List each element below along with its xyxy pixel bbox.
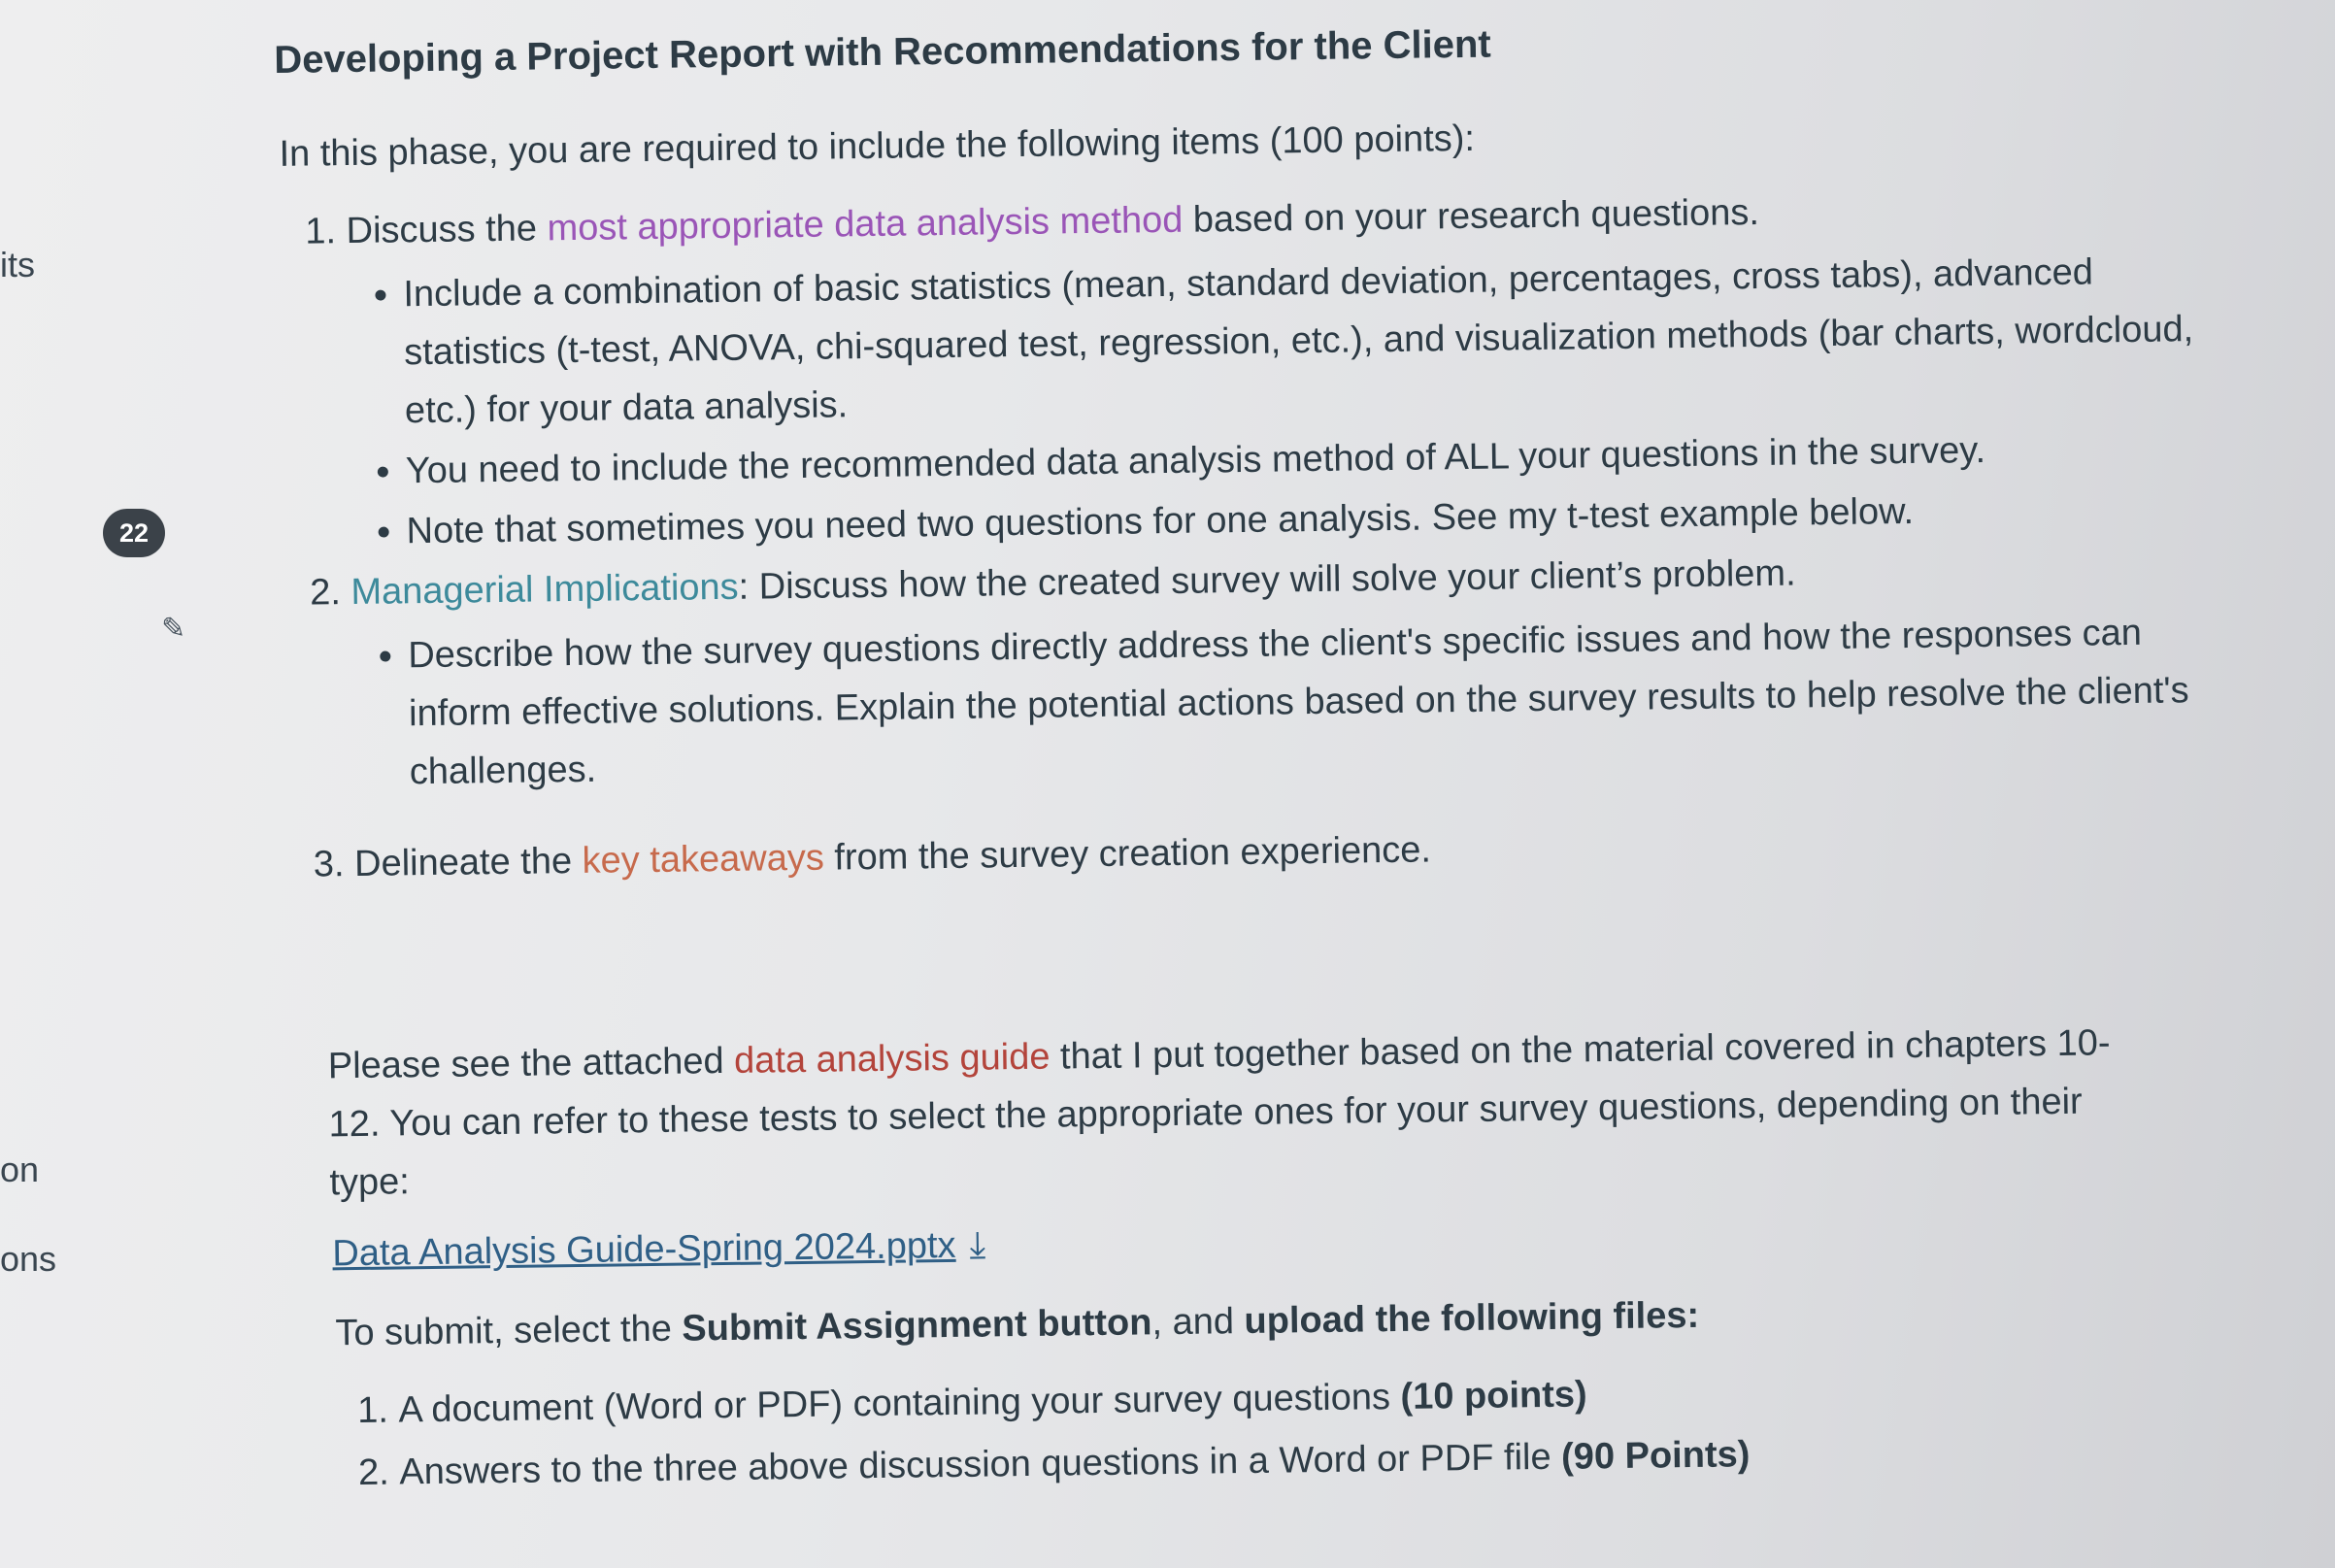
requirement-item-2 [350,539,2225,802]
requirements-list [276,178,2226,894]
submit-button-text: Submit Assignment button [682,1302,1152,1350]
assignment-intro: In this phase, you are required to include the following items (100 points): [279,117,1476,175]
file-item-2-points: (90 Points) [1560,1434,1751,1478]
notification-badge[interactable]: 22 [103,509,165,557]
file-item-1-text: A document (Word or PDF) containing your survey questions [398,1376,1401,1431]
submit-middle: , and [1151,1301,1245,1344]
requirement-1-bullet-1: • Include a combination of basic statistics (mean, standard deviation, percentages, cross tabs), advanced statistics (t-test, ANOVA, chi-squared test, regression, etc.), and visualization methods (bar charts, wordcloud, etc.) for your data analysis. [403,242,2220,440]
download-icon[interactable]: ⤓ [969,1224,986,1266]
rail-label-top[interactable]: its [0,245,35,284]
requirement-3-suffix: from the survey creation experience. [823,829,1432,879]
files-list [291,1357,2234,1503]
left-navigation-rail [0,0,58,1568]
requirement-2-bullet-1: • Describe how the survey questions directly address the client's specific issues and how the responses can inform effective solutions. Explain the potential actions based on the survey results to help resolve the client's challenges. [408,603,2225,801]
guide-paragraph [327,1014,2154,1213]
requirement-2-bullets [351,603,2225,802]
requirement-1-suffix: based on your research questions. [1183,191,1760,241]
requirement-1-highlight: most appropriate data analysis method [547,199,1184,250]
pin-icon: ✎ [161,613,186,645]
guide-prefix: Please see the attached [327,1040,735,1087]
requirement-2-highlight: Managerial Implications [350,566,739,614]
submit-bold-text: upload the following files: [1244,1294,1700,1343]
requirement-1-bullet-3: • Note that sometimes you need two questions for one analysis. See my t-test example below. [406,479,2222,560]
requirement-item-1 [346,178,2222,561]
assignment-title: Developing a Project Report with Recommendations for the Client [274,22,1491,82]
file-link[interactable]: Data Analysis Guide-Spring 2024.pptx [332,1224,956,1275]
file-item-1-points: (10 points) [1400,1374,1587,1418]
submit-prefix: To submit, select the [335,1308,683,1354]
requirement-1-bullets [347,242,2222,561]
file-item-2-text: Answers to the three above discussion questions in a Word or PDF file [399,1436,1562,1493]
requirement-1-bullet-2: • You need to include the recommended data analysis method of ALL your questions in the survey. [405,418,2221,500]
guide-link[interactable]: data analysis guide [733,1036,1051,1082]
requirement-1-prefix: Discuss the [346,208,548,252]
requirement-item-3 [354,811,2227,893]
rail-label-mid[interactable]: on [0,1150,40,1189]
guide-suffix: that I put together based on the material covered in chapters 10-12. You can refer to these tests to select the appropriate ones for your survey questions, depending on their type: [328,1022,2111,1204]
requirement-3-highlight: key takeaways [582,837,825,882]
rail-label-low[interactable]: ons [0,1239,57,1279]
requirement-3-prefix: Delineate the [353,840,583,884]
submit-instructions [335,1280,2233,1363]
assignment-content [274,14,2235,1507]
requirement-2-suffix: : Discuss how the created survey will solve your client’s problem. [738,552,1796,608]
